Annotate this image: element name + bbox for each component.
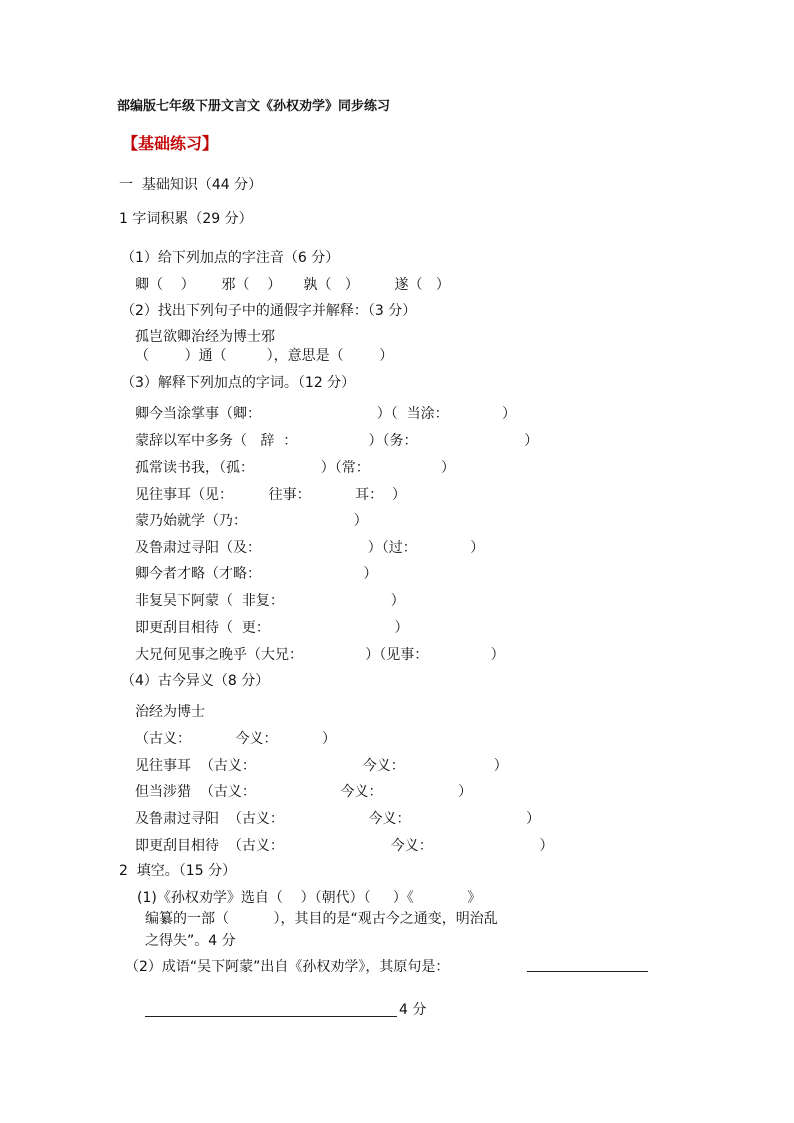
question-1-3-item: 卿今当涂掌事（卿： ）（ 当涂： ） bbox=[135, 406, 517, 422]
question-1-3-item: 见往事耳（见： 往事： 耳： ） bbox=[135, 487, 407, 503]
question-1-3: （3）解释下列加点的字词。（12 分） bbox=[121, 375, 356, 391]
question-1-2-answer: （ ）通（ ），意思是（ ） bbox=[135, 348, 394, 364]
question-1-2-sentence: 孤岂欲卿治经为博士邪 bbox=[135, 329, 275, 345]
question-2-1-line: 之得失”。4 分 bbox=[145, 933, 236, 949]
question-2-2-score: 4 分 bbox=[399, 1002, 427, 1018]
question-1-4-item: 但当涉猎 （古义： 今义： ） bbox=[135, 784, 473, 800]
question-1-4-item: 见往事耳 （古义： 今义： ） bbox=[135, 758, 508, 774]
question-1-4-item: 即更刮目相待 （古义： 今义： ） bbox=[135, 838, 554, 854]
question-1-4-item: （古义： 今义： ） bbox=[135, 731, 337, 747]
question-1-3-item: 卿今者才略（才略： ） bbox=[135, 566, 378, 582]
question-1-1: （1）给下列加点的字注音（6 分） bbox=[121, 250, 340, 266]
question-1-3-item: 孤常读书我，（孤： ）（常： ） bbox=[135, 460, 455, 476]
question-1-3-item: 及鲁肃过寻阳（及： ）（过： ） bbox=[135, 540, 485, 556]
question-1-4: （4）古今异义（8 分） bbox=[121, 673, 270, 689]
question-2-heading: 2 填空。（15 分） bbox=[119, 863, 237, 879]
question-1-1-items: 卿（ ） 邪（ ） 孰（ ） 遂（ ） bbox=[135, 277, 450, 293]
answer-blank-line bbox=[145, 1016, 397, 1017]
question-1-3-item: 蒙乃始就学（乃： ） bbox=[135, 513, 368, 529]
question-2-1-line: (1)《孙权劝学》选自（ ）（朝代）（ ）《 》 bbox=[137, 890, 482, 906]
question-1-4-item: 及鲁肃过寻阳 （古义： 今义： ） bbox=[135, 811, 541, 827]
question-2-2: （2）成语“吴下阿蒙”出自《孙权劝学》，其原句是： bbox=[125, 959, 450, 975]
question-1-2: （2）找出下列句子中的通假字并解释：（3 分） bbox=[121, 303, 417, 319]
question-1-3-item: 大兄何见事之晚乎（大兄： ）（见事： ） bbox=[135, 647, 505, 663]
part-heading: 一 基础知识（44 分） bbox=[119, 177, 263, 193]
section-heading: 【基础练习】 bbox=[122, 134, 219, 153]
question-1-4-sentence: 治经为博士 bbox=[135, 704, 205, 720]
question-1-3-item: 非复吴下阿蒙（ 非复： ） bbox=[135, 593, 405, 609]
question-1-3-item: 即更刮目相待（ 更： ） bbox=[135, 620, 409, 636]
answer-blank-line bbox=[527, 971, 648, 972]
doc-title: 部编版七年级下册文言文《孙权劝学》同步练习 bbox=[117, 99, 391, 114]
question-1-3-item: 蒙辞以军中多务（ 辞 ： ）（务： ） bbox=[135, 433, 539, 449]
question-2-1-line: 编纂的一部（ ），其目的是“观古今之通变，明治乱 bbox=[145, 911, 498, 927]
question-1-heading: 1 字词积累（29 分） bbox=[119, 211, 253, 227]
